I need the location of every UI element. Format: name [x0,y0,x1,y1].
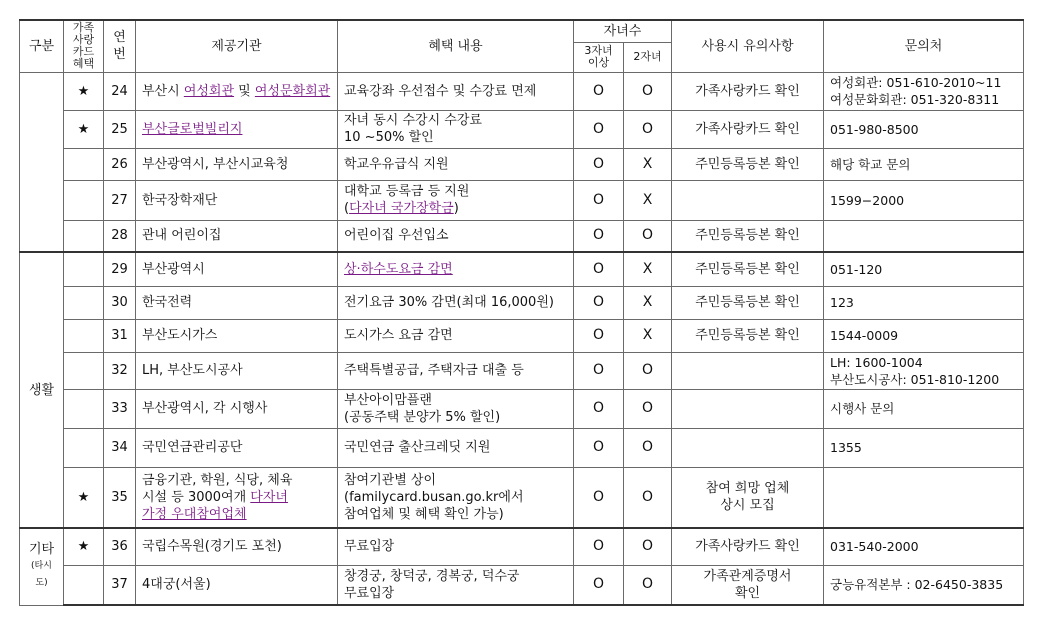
note-cell: 가족사랑카드 확인 [672,72,824,110]
header-benefit: 혜택 내용 [338,20,574,72]
two-mark: X [624,180,672,220]
table-row [20,180,1024,220]
row-number: 36 [104,528,136,565]
benefit-cell: 학교우유급식 지원 [338,148,574,180]
benefit-cell: 교육강좌 우선접수 및 수강료 면제 [338,72,574,110]
provider-cell: 부산광역시 [136,252,338,286]
row-number: 35 [104,467,136,528]
three-plus-mark: O [574,319,624,352]
three-plus-mark: O [574,110,624,148]
row-number: 26 [104,148,136,180]
three-plus-mark: O [574,467,624,528]
benefit-cell [338,252,574,286]
note-cell [672,180,824,220]
table-row [20,565,1024,605]
provider-cell [136,110,338,148]
note-cell: 주민등록등본 확인 [672,252,824,286]
three-plus-mark: O [574,389,624,428]
star-empty [64,428,104,467]
row-number: 25 [104,110,136,148]
two-mark: O [624,528,672,565]
link-multichild-scholarship[interactable]: 다자녀 국가장학금 [349,201,454,216]
star-mark: ★ [64,110,104,148]
star-empty [64,220,104,252]
table-row [20,319,1024,352]
two-mark: X [624,252,672,286]
contact-cell: 123 [824,286,1024,319]
category-etc: 기타 (타시도) [20,528,64,605]
note-cell: 참여 희망 업체 상시 모집 [672,467,824,528]
two-mark: O [624,467,672,528]
two-mark: O [624,72,672,110]
benefit-table-container [19,19,1024,606]
contact-cell: 궁능유적본부 : 02-6450-3835 [824,565,1024,605]
row-number: 33 [104,389,136,428]
contact-cell: 051-980-8500 [824,110,1024,148]
contact-cell [824,220,1024,252]
note-cell: 주민등록등본 확인 [672,220,824,252]
two-mark: X [624,286,672,319]
table-row [20,286,1024,319]
row-number: 29 [104,252,136,286]
two-mark: O [624,428,672,467]
benefit-cell: 부산아이맘플랜 (공동주택 분양가 5% 할인) [338,389,574,428]
star-empty [64,319,104,352]
benefit-cell: 무료입장 [338,528,574,565]
three-plus-mark: O [574,220,624,252]
category-life: 생활 [20,252,64,528]
provider-cell: 금융기관, 학원, 식당, 체육 시설 등 3000여개 다자녀 가정 우대참여업체 [136,467,338,528]
note-cell [672,428,824,467]
contact-cell: 여성회관: 051-610-2010~11 여성문화회관: 051-320-8311 [824,72,1024,110]
header-three-plus: 3자녀 이상 [574,42,624,72]
table-row [20,467,1024,528]
provider-cell: 부산광역시, 부산시교육청 [136,148,338,180]
star-mark: ★ [64,72,104,110]
benefit-cell: 국민연금 출산크레딧 지원 [338,428,574,467]
three-plus-mark: O [574,180,624,220]
header-two: 2자녀 [624,42,672,72]
header-provider: 제공기관 [136,20,338,72]
table-row [20,352,1024,389]
table-row [20,252,1024,286]
row-number: 24 [104,72,136,110]
provider-cell: 부산시 여성회관 및 여성문화회관 [136,72,338,110]
note-cell [672,389,824,428]
three-plus-mark: O [574,565,624,605]
header-children: 자녀수 [574,20,672,42]
benefit-cell: 대학교 등록금 등 지원 (다자녀 국가장학금) [338,180,574,220]
benefit-table [19,19,1024,606]
star-empty [64,286,104,319]
row-number: 30 [104,286,136,319]
link-womens-center[interactable]: 여성회관 [183,83,235,99]
row-number: 34 [104,428,136,467]
contact-cell: 시행사 문의 [824,389,1024,428]
provider-cell: LH, 부산도시공사 [136,352,338,389]
row-number: 31 [104,319,136,352]
provider-cell: 4대궁(서울) [136,565,338,605]
provider-cell: 국민연금관리공단 [136,428,338,467]
star-empty [64,252,104,286]
contact-cell: 1544-0009 [824,319,1024,352]
header-card-benefit: 가족 사랑 카드 혜택 [64,20,104,72]
note-cell: 가족관계증명서 확인 [672,565,824,605]
star-empty [64,352,104,389]
contact-cell: 해당 학교 문의 [824,148,1024,180]
three-plus-mark: O [574,252,624,286]
header-number: 연 번 [104,20,136,72]
contact-cell [824,467,1024,528]
contact-cell: 031-540-2000 [824,528,1024,565]
table-row [20,72,1024,110]
benefit-cell: 주택특별공급, 주택자금 대출 등 [338,352,574,389]
benefit-cell: 어린이집 우선입소 [338,220,574,252]
three-plus-mark: O [574,352,624,389]
provider-cell: 관내 어린이집 [136,220,338,252]
link-multichild[interactable]: 다자녀 [250,489,288,505]
note-cell: 주민등록등본 확인 [672,148,824,180]
star-empty [64,389,104,428]
contact-cell: LH: 1600-1004 부산도시공사: 051-810-1200 [824,352,1024,389]
category-empty [20,72,64,252]
provider-cell: 한국전력 [136,286,338,319]
star-mark: ★ [64,528,104,565]
two-mark: O [624,352,672,389]
row-number: 27 [104,180,136,220]
two-mark: X [624,319,672,352]
benefit-cell: 전기요금 30% 감면(최대 16,000원) [338,286,574,319]
benefit-cell: 창경궁, 창덕궁, 경복궁, 덕수궁 무료입장 [338,565,574,605]
table-row [20,148,1024,180]
link-global-village[interactable]: 부산글로벌빌리지 [142,121,243,137]
three-plus-mark: O [574,528,624,565]
three-plus-mark: O [574,286,624,319]
contact-cell: 051-120 [824,252,1024,286]
star-empty [64,565,104,605]
benefit-cell: 도시가스 요금 감면 [338,319,574,352]
star-empty [64,148,104,180]
note-cell: 주민등록등본 확인 [672,319,824,352]
provider-cell: 부산도시가스 [136,319,338,352]
header-category: 구분 [20,20,64,72]
two-mark: O [624,389,672,428]
table-row [20,428,1024,467]
note-cell: 가족사랑카드 확인 [672,110,824,148]
row-number: 28 [104,220,136,252]
two-mark: O [624,110,672,148]
provider-cell: 국립수목원(경기도 포천) [136,528,338,565]
star-mark: ★ [64,467,104,528]
table-row [20,389,1024,428]
three-plus-mark: O [574,428,624,467]
benefit-cell: 자녀 동시 수강시 수강료 10 ~50% 할인 [338,110,574,148]
row-number: 32 [104,352,136,389]
row-number: 37 [104,565,136,605]
note-cell [672,352,824,389]
provider-cell: 한국장학재단 [136,180,338,220]
three-plus-mark: O [574,72,624,110]
three-plus-mark: O [574,148,624,180]
note-cell: 가족사랑카드 확인 [672,528,824,565]
star-empty [64,180,104,220]
provider-cell: 부산광역시, 각 시행사 [136,389,338,428]
header-contact: 문의처 [824,20,1024,72]
link-water-fee[interactable]: 상·하수도요금 감면 [344,261,453,277]
table-row [20,528,1024,565]
benefit-cell: 참여기관별 상이 (familycard.busan.go.kr에서 참여업체 및 혜택 확인 가능) [338,467,574,528]
link-womens-culture-center[interactable]: 여성문화회관 [254,83,331,99]
table-row [20,220,1024,252]
header-notes: 사용시 유의사항 [672,20,824,72]
two-mark: X [624,148,672,180]
contact-cell: 1355 [824,428,1024,467]
link-partner-businesses[interactable]: 가정 우대참여업체 [142,506,247,522]
two-mark: O [624,565,672,605]
table-row [20,110,1024,148]
contact-cell: 1599−2000 [824,180,1024,220]
note-cell: 주민등록등본 확인 [672,286,824,319]
two-mark: O [624,220,672,252]
